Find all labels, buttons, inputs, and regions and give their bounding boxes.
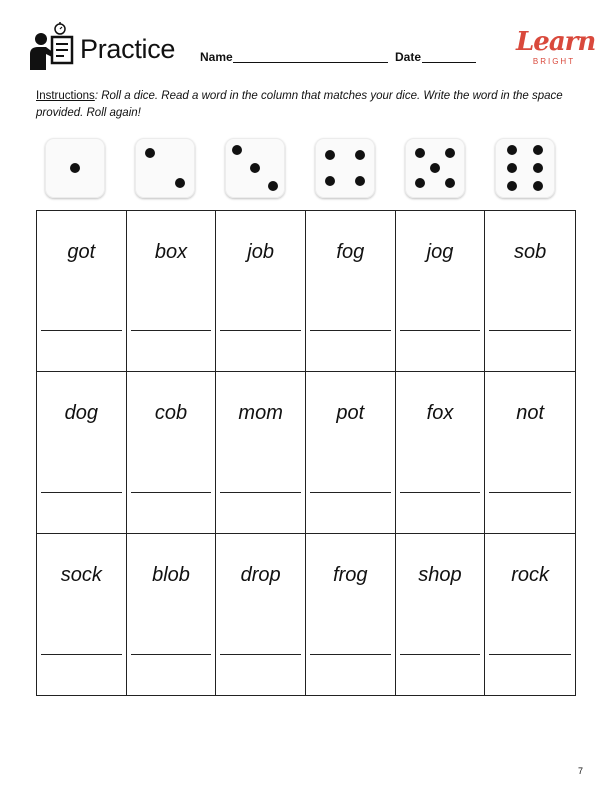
answer-line[interactable] [131, 330, 212, 331]
word-cell [216, 372, 306, 533]
word-text: cob [154, 402, 188, 425]
die-pip [507, 181, 517, 191]
learn-bright-logo [516, 26, 596, 72]
word-text: pot [336, 402, 365, 425]
answer-line[interactable] [41, 330, 122, 331]
answer-line[interactable] [400, 330, 481, 331]
die-pip [232, 145, 242, 155]
die-pip [533, 181, 543, 191]
die-pip [445, 148, 455, 158]
die-pip [445, 178, 455, 188]
answer-line[interactable] [310, 330, 391, 331]
answer-line[interactable] [41, 492, 122, 493]
instructions [36, 88, 581, 122]
word-text: fog [336, 241, 365, 263]
die-pip [250, 163, 260, 173]
word-cell [37, 372, 127, 533]
word-cell [216, 211, 306, 372]
die-pip [355, 176, 365, 186]
word-text: mom [238, 402, 283, 425]
die-pip [355, 150, 365, 160]
die-pip [533, 163, 543, 173]
word-cell [127, 372, 217, 533]
die-pip [268, 181, 278, 191]
answer-line[interactable] [489, 654, 571, 655]
word-text: not [516, 402, 545, 425]
die-pip [145, 148, 155, 158]
word-cell [396, 372, 486, 533]
name-field[interactable] [233, 62, 388, 63]
word-cell [37, 211, 127, 372]
die-pip [325, 176, 335, 186]
word-cell [306, 534, 396, 695]
word-text: job [247, 241, 274, 263]
die-2 [135, 138, 195, 198]
date-field[interactable] [422, 62, 476, 63]
die-pip [415, 178, 425, 188]
answer-line[interactable] [41, 654, 122, 655]
die-pip [325, 150, 335, 160]
die-pip [507, 163, 517, 173]
instructions-text: : Roll a dice. Read a word in the column that matches your dice. Write the word in the space provided. Roll again! [36, 90, 563, 119]
date-label: Date [395, 50, 422, 64]
word-cell [485, 372, 575, 533]
answer-line[interactable] [400, 492, 481, 493]
word-cell [127, 211, 217, 372]
word-text: drop [240, 563, 281, 586]
answer-line[interactable] [310, 654, 391, 655]
word-text: shop [418, 563, 462, 586]
word-text: dog [64, 402, 99, 425]
answer-line[interactable] [131, 654, 212, 655]
die-pip [533, 145, 543, 155]
teacher-at-board-icon [30, 22, 76, 72]
answer-line[interactable] [489, 330, 571, 331]
answer-line[interactable] [489, 492, 571, 493]
page-header [0, 0, 612, 80]
word-cell [396, 211, 486, 372]
die-pip [70, 163, 80, 173]
word-cell [485, 534, 575, 695]
logo-wordmark: Learn [516, 27, 596, 57]
word-cell [396, 534, 486, 695]
word-text: sob [514, 241, 547, 263]
die-pip [430, 163, 440, 173]
word-text: blob [152, 563, 190, 586]
page-title: Practice [80, 34, 176, 64]
answer-line[interactable] [220, 492, 301, 493]
die-pip [507, 145, 517, 155]
word-cell [306, 211, 396, 372]
die-1 [45, 138, 105, 198]
word-cell [306, 372, 396, 533]
word-text: sock [60, 563, 102, 586]
die-pip [175, 178, 185, 188]
die-4 [315, 138, 375, 198]
answer-line[interactable] [220, 654, 301, 655]
word-text: got [67, 241, 96, 263]
word-text: box [154, 241, 188, 263]
word-cell [485, 211, 575, 372]
answer-line[interactable] [220, 330, 301, 331]
answer-line[interactable] [400, 654, 481, 655]
die-3 [225, 138, 285, 198]
word-cell [127, 534, 217, 695]
word-text: fox [426, 402, 454, 425]
logo-subtitle: BRIGHT [532, 57, 576, 66]
word-cell [37, 534, 127, 695]
word-cell [216, 534, 306, 695]
instructions-label: Instructions [36, 90, 95, 102]
word-text: frog [333, 563, 368, 586]
die-5 [405, 138, 465, 198]
answer-line[interactable] [131, 492, 212, 493]
word-text: rock [511, 563, 550, 586]
die-pip [415, 148, 425, 158]
word-text: jog [426, 241, 454, 263]
word-grid [36, 210, 576, 696]
name-label: Name [200, 50, 233, 64]
answer-line[interactable] [310, 492, 391, 493]
die-6 [495, 138, 555, 198]
page-number: 7 [578, 766, 584, 776]
